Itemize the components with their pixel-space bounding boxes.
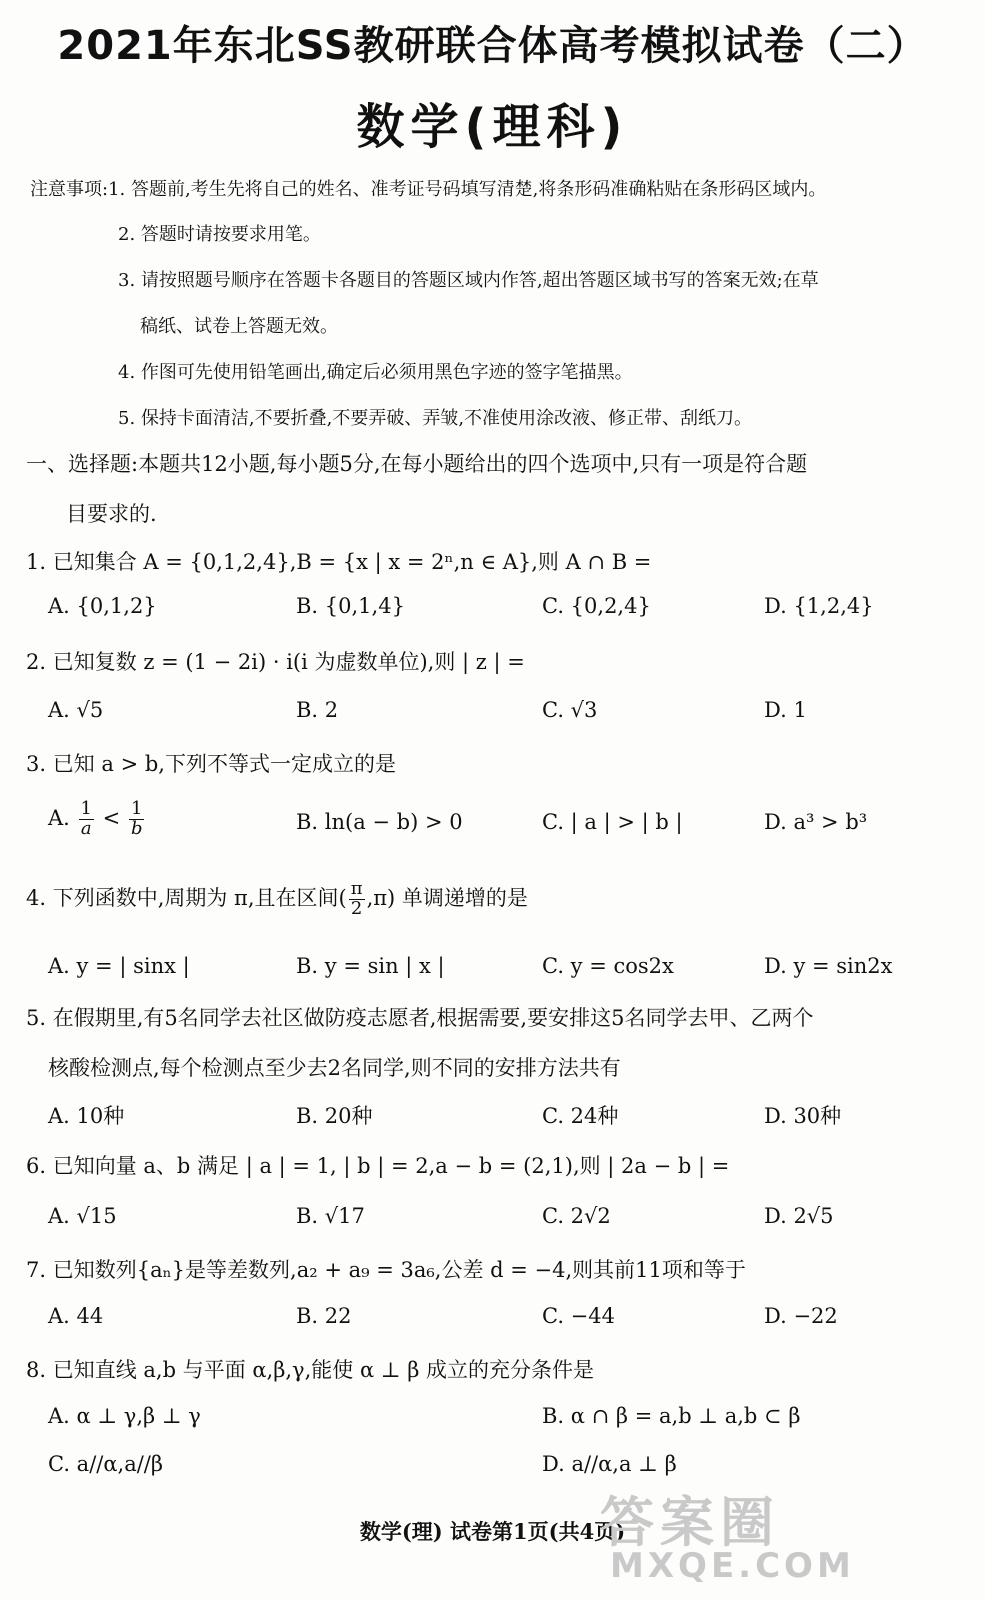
fraction-denominator: 2: [350, 897, 363, 919]
question-8-option-a: A. α ⊥ γ,β ⊥ γ: [48, 1404, 201, 1428]
notice-line-6: 5. 保持卡面清洁,不要折叠,不要弄破、弄皱,不准使用涂改液、修正带、刮纸刀。: [118, 408, 753, 429]
question-4-stem-pre: 4. 下列函数中,周期为 π,且在区间(: [26, 885, 347, 910]
notice-line-3: 3. 请按照题号顺序在答题卡各题目的答题区域内作答,超出答题区域书写的答案无效;在草: [118, 270, 819, 291]
question-6-option-a: A. √15: [48, 1204, 117, 1228]
watermark-text: 答案圈: [600, 1491, 780, 1554]
question-1-option-a: A. {0,1,2}: [48, 594, 157, 618]
question-2-option-a: A. √5: [48, 698, 104, 722]
question-4-option-b: B. y = sin | x |: [296, 954, 445, 978]
question-2-stem: 2. 已知复数 z = (1 − 2i) · i(i 为虚数单位),则 | z | =: [26, 650, 525, 674]
question-1-stem: 1. 已知集合 A = {0,1,2,4},B = {x | x = 2ⁿ,n ∈ A},则 A ∩ B =: [26, 550, 652, 574]
notice-line-1: 注意事项:1. 答题前,考生先将自己的姓名、准考证号码填写清楚,将条形码准确粘贴在条形码区域内。: [30, 179, 827, 200]
question-5-option-d: D. 30种: [764, 1104, 842, 1128]
question-2-option-c: C. √3: [542, 698, 598, 722]
question-4-option-c: C. y = cos2x: [542, 954, 674, 978]
question-6-option-b: B. √17: [296, 1204, 365, 1228]
question-2-option-d: D. 1: [764, 698, 807, 722]
question-7-option-a: A. 44: [48, 1304, 104, 1328]
fraction-1-over-b: [129, 800, 145, 839]
question-6-option-d: D. 2√5: [764, 1204, 834, 1228]
notice-line-2: 2. 答题时请按要求用笔。: [118, 224, 321, 245]
question-7-option-b: B. 22: [296, 1304, 352, 1328]
question-5-stem-cont: 核酸检测点,每个检测点至少去2名同学,则不同的安排方法共有: [48, 1056, 621, 1080]
question-8-option-c: C. a//α,a//β: [48, 1452, 164, 1476]
fraction-1-over-a: [79, 800, 94, 839]
question-3-option-c: C. | a | > | b |: [542, 810, 683, 834]
question-4-stem-post: ,π) 单调递增的是: [366, 885, 528, 910]
question-7-option-c: C. −44: [542, 1304, 615, 1328]
question-1-option-c: C. {0,2,4}: [542, 594, 651, 618]
question-2-option-b: B. 2: [296, 698, 339, 722]
fraction-numerator: 1: [131, 798, 143, 819]
page-footer: 数学(理) 试卷第1页(共4页): [359, 1519, 626, 1544]
question-4-option-d: D. y = sin2x: [764, 954, 893, 978]
question-1-option-b: B. {0,1,4}: [296, 594, 405, 618]
question-5-option-b: B. 20种: [296, 1104, 373, 1128]
watermark-logo: [600, 1480, 980, 1595]
section-heading-cont: 目要求的.: [66, 502, 157, 526]
exam-title: 2021年东北SS教研联合体高考模拟试卷（二）: [57, 23, 928, 69]
question-8-option-d: D. a//α,a ⊥ β: [542, 1452, 677, 1476]
question-1-option-d: D. {1,2,4}: [764, 594, 874, 618]
fraction-numerator: 1: [80, 798, 92, 819]
question-7-stem: 7. 已知数列{aₙ}是等差数列,a₂ + a₉ = 3a₆,公差 d = −4,则其前11项和等于: [26, 1258, 746, 1282]
question-5-option-a: A. 10种: [48, 1104, 125, 1128]
question-3-option-d: D. a³ > b³: [764, 810, 868, 834]
fraction-denominator: a: [80, 817, 92, 839]
fraction-numerator: π: [350, 878, 363, 899]
question-5-stem: 5. 在假期里,有5名同学去社区做防疫志愿者,根据需要,要安排这5名同学去甲、乙两个: [26, 1006, 814, 1030]
question-6-option-c: C. 2√2: [542, 1204, 611, 1228]
question-4-stem: [26, 880, 528, 919]
question-5-option-c: C. 24种: [542, 1104, 619, 1128]
question-3-option-b: B. ln(a − b) > 0: [296, 810, 463, 834]
question-8-option-b: B. α ∩ β = a,b ⊥ a,b ⊂ β: [542, 1404, 801, 1428]
exam-subject: 数学(理科): [356, 99, 629, 155]
question-8-stem: 8. 已知直线 a,b 与平面 α,β,γ,能使 α ⊥ β 成立的充分条件是: [26, 1358, 595, 1382]
notice-line-4: 稿纸、试卷上答题无效。: [140, 316, 338, 337]
fraction-denominator: b: [130, 817, 143, 839]
section-heading: 一、选择题:本题共12小题,每小题5分,在每小题给出的四个选项中,只有一项是符合题: [26, 452, 808, 476]
less-than-sign: <: [102, 805, 121, 830]
question-7-option-d: D. −22: [764, 1304, 838, 1328]
watermark-url: MXQE.COM: [610, 1546, 855, 1586]
question-6-stem: 6. 已知向量 a、b 满足 | a | = 1, | b | = 2,a − b = (2,1),则 | 2a − b | =: [26, 1154, 730, 1178]
question-3-stem: 3. 已知 a > b,下列不等式一定成立的是: [26, 752, 396, 776]
question-4-option-a: A. y = | sinx |: [48, 954, 190, 978]
question-3-option-a: [48, 800, 147, 839]
option-a-label: A.: [48, 805, 70, 830]
notice-line-5: 4. 作图可先使用铅笔画出,确定后必须用黑色字迹的签字笔描黑。: [118, 362, 633, 383]
fraction-pi-over-2: [349, 880, 365, 919]
